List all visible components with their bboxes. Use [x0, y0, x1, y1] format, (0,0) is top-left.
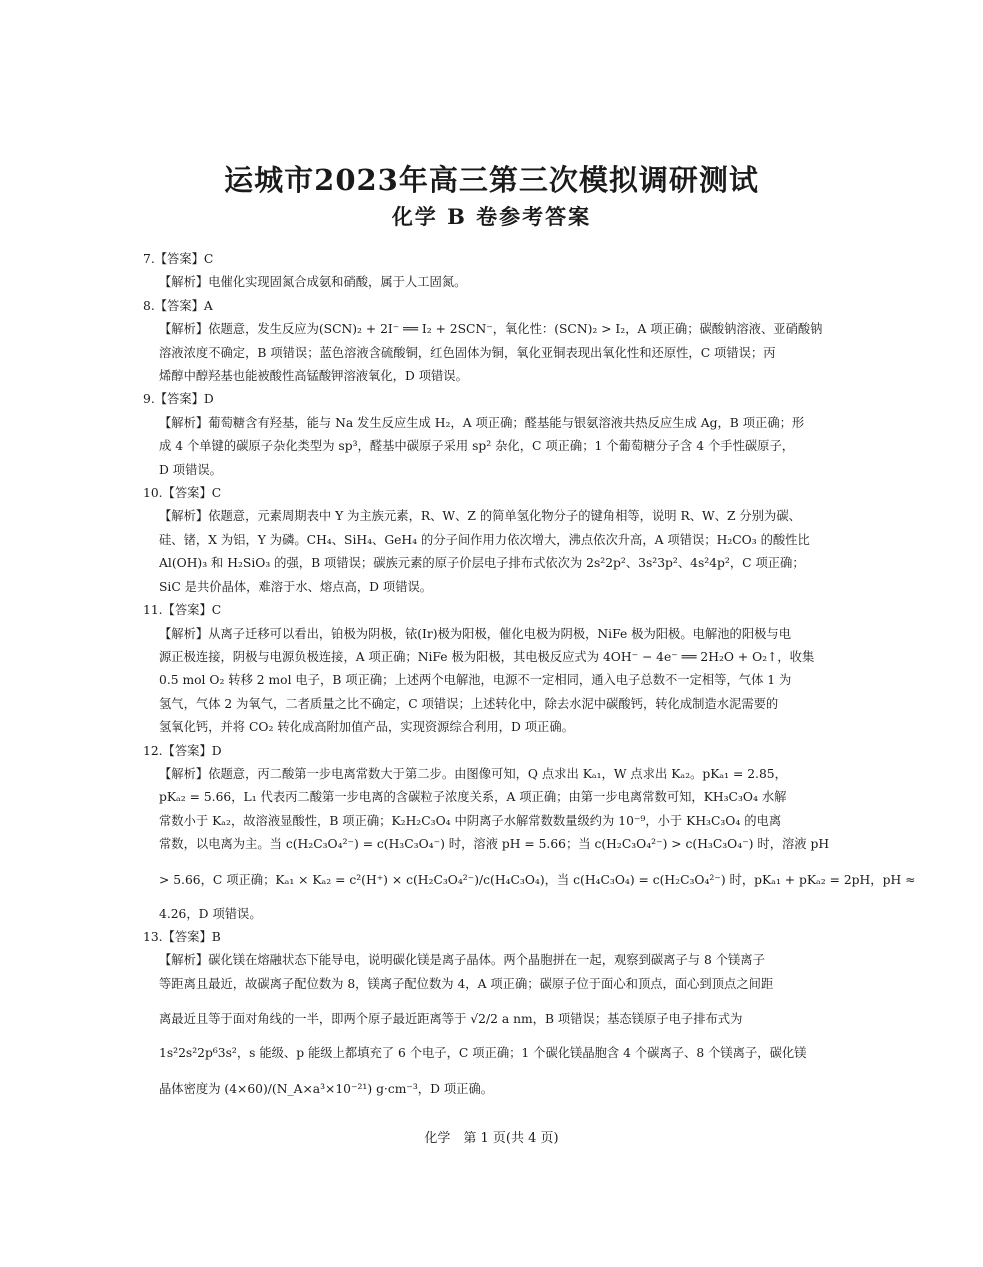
q7-explanation: [143, 271, 843, 294]
q8-line-1: 【解析】依题意，发生反应为(SCN)₂ + 2I⁻ ══ I₂ + 2SCN⁻，氧化性：(SCN)₂ > I₂，A 项正确；碳酸钠溶液、亚硝酸钠: [159, 322, 823, 337]
q11-answer: 11.【答案】C: [143, 603, 222, 618]
q13-explanation: [143, 949, 843, 1111]
q11-line-3: 0.5 mol O₂ 转移 2 mol 电子，B 项正确；上述两个电解池，电源不一定相同，通入电子总数不一定相等，气体 1 为: [159, 673, 792, 688]
q12-line-4: 常数，以电离为主。当 c(H₂C₃O₄²⁻) = c(H₃C₃O₄⁻) 时，溶液 pH = 5.66；当 c(H₂C₃O₄²⁻) > c(H₃C₃O₄⁻) 时，溶液 pH: [159, 837, 830, 852]
q10-answer: 10.【答案】C: [143, 486, 222, 501]
q13-line-1: 【解析】碳化镁在熔融状态下能导电，说明碳化镁是离子晶体。两个晶胞拼在一起，观察到碳离子与 8 个镁离子: [159, 953, 765, 968]
q9-line-2: 成 4 个单键的碳原子杂化类型为 sp³，醛基中碳原子采用 sp² 杂化，C 项正确；1 个葡萄糖分子含 4 个手性碳原子，: [159, 439, 795, 454]
q13-line-4: 1s²2s²2p⁶3s²，s 能级、p 能级上都填充了 6 个电子，C 项正确；1 个碳化镁晶胞含 4 个碳离子、8 个镁离子，碳化镁: [159, 1046, 807, 1061]
q10-line-4: SiC 是共价晶体，难溶于水、熔点高，D 项错误。: [159, 579, 433, 594]
q12-line-1: 【解析】依题意，丙二酸第一步电离常数大于第二步。由图像可知，Q 点求出 Kₐ₁，W 点求出 Kₐ₂。pKₐ₁ = 2.85，: [159, 766, 787, 781]
q11-explanation: [143, 623, 843, 740]
page-title: 运城市2023年高三第三次模拟调研测试: [224, 163, 759, 197]
q9-line-3: D 项错误。: [159, 462, 222, 477]
q12-line-3: 常数小于 Kₐ₂，故溶液显酸性，B 项正确；K₂H₂C₃O₄ 中阴离子水解常数数量级约为 10⁻⁹，小于 KH₃C₃O₄ 的电离: [159, 813, 782, 828]
q11-line-5: 氢氧化钙，并将 CO₂ 转化成高附加值产品，实现资源综合利用，D 项正确。: [159, 720, 574, 735]
q10-line-3: Al(OH)₃ 和 H₂SiO₃ 的强，B 项错误；碳族元素的原子价层电子排布式依次为 2s²2p²、3s²3p²、4s²4p²，C 项正确；: [159, 556, 805, 571]
q7-line-1: 【解析】电催化实现固氮合成氨和硝酸，属于人工固氮。: [159, 275, 467, 290]
q9-explanation: [143, 412, 843, 482]
q11-line-1: 【解析】从离子迁移可以看出，铂极为阴极，铱(Ir)极为阳极，催化电极为阴极，NiFe 极为阳极。电解池的阳极与电: [159, 626, 792, 641]
q13-line-3: 离最近且等于面对角线的一半，即两个原子最近距离等于 √2/2 a nm，B 项错误；基态镁原子电子排布式为: [159, 1012, 743, 1027]
q11-line-2: 源正极连接，阴极与电源负极连接，A 项正确；NiFe 极为阳极，其电极反应式为 4OH⁻ − 4e⁻ ══ 2H₂O + O₂↑，收集: [159, 649, 815, 664]
q12-answer: 12.【答案】D: [143, 743, 222, 758]
q13-line-5: 晶体密度为 (4×60)/(N_A×a³×10⁻²¹) g·cm⁻³，D 项正确。: [159, 1081, 494, 1096]
q10-line-1: 【解析】依题意，元素周期表中 Y 为主族元素，R、W、Z 的简单氢化物分子的键角相等，说明 R、W、Z 分别为碳、: [159, 509, 801, 524]
answer-content: [143, 248, 916, 1112]
q10-explanation: [143, 505, 843, 599]
q8-line-2: 溶液浓度不确定，B 项错误；蓝色溶液含硫酸铜，红色固体为铜，氧化亚铜表现出氧化性和还原性，C 项错误；丙: [159, 345, 776, 360]
q8-answer: 8.【答案】A: [143, 298, 213, 313]
q13-answer: 13.【答案】B: [143, 929, 221, 944]
q11-line-4: 氢气，气体 2 为氧气，二者质量之比不确定，C 项错误；上述转化中，除去水泥中碳酸钙，转化成制造水泥需要的: [159, 696, 779, 711]
page-footer: 化学 第 1 页(共 4 页): [424, 1131, 559, 1146]
q8-explanation: [143, 318, 843, 388]
q12-line-2: pKₐ₂ = 5.66，L₁ 代表丙二酸第一步电离的含碳粒子浓度关系，A 项正确；由第一步电离常数可知，KH₃C₃O₄ 水解: [159, 790, 787, 805]
q10-line-2: 硅、锗，X 为铝，Y 为磷。CH₄、SiH₄、GeH₄ 的分子间作用力依次增大，沸点依次升高，A 项错误；H₂CO₃ 的酸性比: [159, 532, 810, 547]
q13-line-2: 等距离且最近，故碳离子配位数为 8，镁离子配位数为 4，A 项正确；碳原子位于面心和顶点，面心到顶点之间距: [159, 976, 774, 991]
q12-explanation: [143, 763, 916, 926]
q7-answer: 7.【答案】C: [143, 252, 214, 266]
q9-answer: 9.【答案】D: [143, 392, 214, 407]
page-subtitle: 化学 B 卷参考答案: [391, 204, 592, 229]
q8-line-3: 烯醇中醇羟基也能被酸性高锰酸钾溶液氧化，D 项错误。: [159, 369, 468, 384]
q12-line-6: 4.26，D 项错误。: [159, 906, 262, 921]
q9-line-1: 【解析】葡萄糖含有羟基，能与 Na 发生反应生成 H₂，A 项正确；醛基能与银氨溶液共热反应生成 Ag，B 项正确；形: [159, 415, 805, 430]
q12-line-5: > 5.66，C 项正确；Kₐ₁ × Kₐ₂ = c²(H⁺) × c(H₂C₃O₄²⁻)/c(H₄C₃O₄)，当 c(H₄C₃O₄) = c(H₂C₃O₄²⁻) 时，pKₐ₁ + pKₐ₂ = 2pH，pH ≈: [159, 872, 916, 887]
